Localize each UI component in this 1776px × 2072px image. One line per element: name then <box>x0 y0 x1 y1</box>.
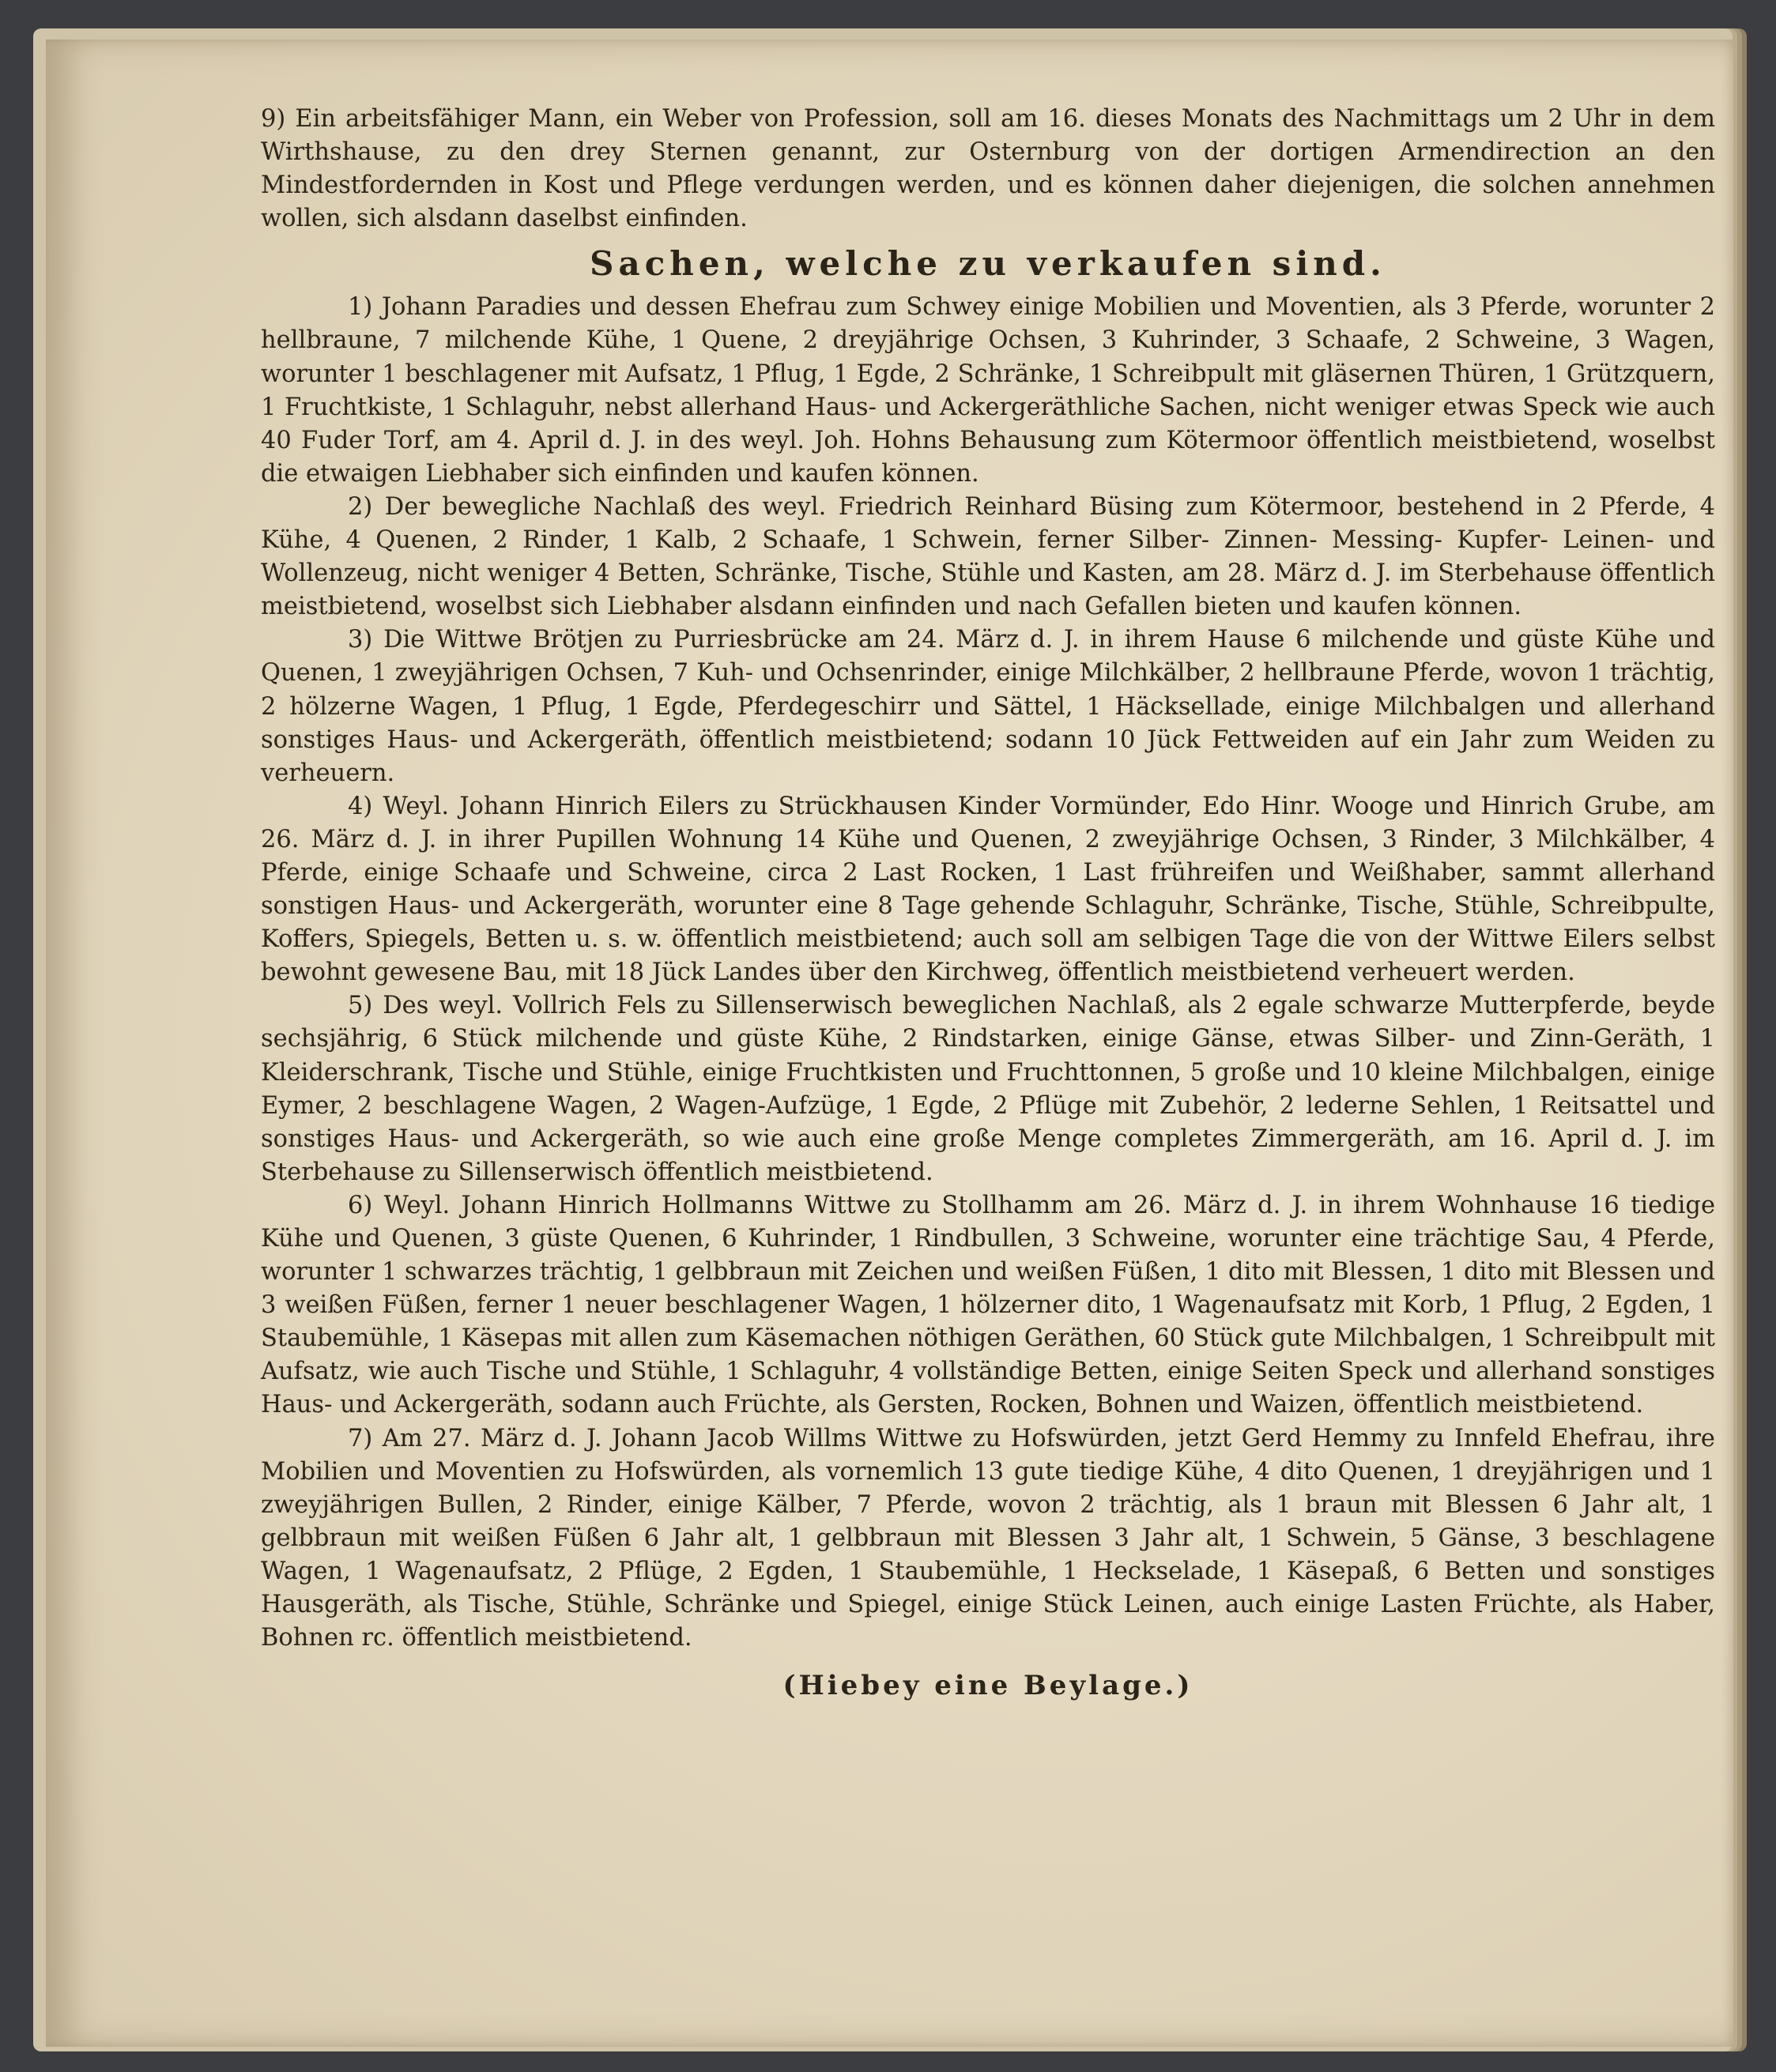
sale-item-4: 4) Weyl. Johann Hinrich Eilers zu Strückhausen Kinder Vormünder, Edo Hinr. Wooge und Hinrich Grube, am 26. März d. J. in ihrer Pupillen Wohnung 14 Kühe und Quenen, 2 zweyjährige Ochsen, 3 Rinder, 3 Milchkälber, 4 Pferde, einige Schaafe und Schweine, circa 2 Last Rocken, 1 Last frühreifen und Weißhaber, sammt allerhand sonstigen Haus- und Ackergeräth, worunter eine 8 Tage gehende Schlaguhr, Schränke, Tische, Stühle, Schreibpulte, Koffers, Spiegels, Betten u. s. w. öffentlich meistbietend; auch soll am selbigen Tage die von der Wittwe Eilers selbst bewohnt gewesene Bau, mit 18 Jück Landes über den Kirchweg, öffentlich meistbietend verheuert werden. <box>261 792 1715 987</box>
sale-item-5: 5) Des weyl. Vollrich Fels zu Sillenserwisch beweglichen Nachlaß, als 2 egale schwarze Mutterpferde, beyde sechsjährig, 6 Stück milchende und güste Kühe, 2 Rindstarken, einige Gänse, etwas Silber- und Zinn-Geräth, 1 Kleiderschrank, Tische und Stühle, einige Fruchtkisten und Fruchttonnen, 5 große und 10 kleine Milchbalgen, einige Eymer, 2 beschlagene Wagen, 2 Wagen-Aufzüge, 1 Egde, 2 Pflüge mit Zubehör, 2 lederne Sehlen, 1 Reitsattel und sonstiges Haus- und Ackergeräth, so wie auch eine große Menge completes Zimmergeräth, am 16. April d. J. im Sterbehause zu Sillenserwisch öffentlich meistbietend. <box>261 992 1715 1186</box>
notice-9: 9) Ein arbeitsfähiger Mann, ein Weber von Profession, soll am 16. dieses Monats des Nachmittags um 2 Uhr in dem Wirthshause, zu den drey Sternen genannt, zur Osternburg von der dortigen Armendirection an den Mindestfordernden in Kost und Pflege verdungen werden, und es können daher diejenigen, die solchen annehmen wollen, sich alsdann daselbst einfinden. <box>261 105 1715 233</box>
sale-item-7: 7) Am 27. März d. J. Johann Jacob Willms Wittwe zu Hofswürden, jetzt Gerd Hemmy zu Innfeld Ehefrau, ihre Mobilien und Moventien zu Hofswürden, als vornemlich 13 gute tiedige Kühe, 4 dito Quenen, 1 dreyjährigen und 1 zweyjährigen Bullen, 2 Rinder, einige Kälber, 7 Pferde, wovon 2 trächtig, als 1 braun mit Blessen 6 Jahr alt, 1 gelbbraun mit weißen Füßen 6 Jahr alt, 1 gelbbraun mit Blessen 3 Jahr alt, 1 Schwein, 5 Gänse, 3 beschlagene Wagen, 1 Wagenaufsatz, 2 Pflüge, 2 Egden, 1 Staubemühle, 1 Heckselade, 1 Käsepaß, 6 Betten und sonstiges Hausgeräth, als Tische, Stühle, Schränke und Spiegel, einige Stück Leinen, auch einige Lasten Früchte, als Haber, Bohnen rc. öffentlich meistbietend. <box>261 1424 1715 1652</box>
sale-item-3: 3) Die Wittwe Brötjen zu Purriesbrücke am 24. März d. J. in ihrem Hause 6 milchende und güste Kühe und Quenen, 1 zweyjährigen Ochsen, 7 Kuh- und Ochsenrinder, einige Milchkälber, 2 hellbraune Pferde, wovon 1 trächtig, 2 hölzerne Wagen, 1 Pflug, 1 Egde, Pferdegeschirr und Sättel, 1 Häcksellade, einige Milchbalgen und allerhand sonstiges Haus- und Ackergeräth, öffentlich meistbietend; sodann 10 Jück Fettweiden auf ein Jahr zum Weiden zu verheuern. <box>261 626 1715 787</box>
sale-item-6: 6) Weyl. Johann Hinrich Hollmanns Wittwe zu Stollhamm am 26. März d. J. in ihrem Wohnhause 16 tiedige Kühe und Quenen, 3 güste Quenen, 6 Kuhrinder, 1 Rindbullen, 3 Schweine, worunter eine trächtige Sau, 4 Pferde, worunter 1 schwarzes trächtig, 1 gelbbraun mit Zeichen und weißen Füßen, 1 dito mit Blessen, 1 dito mit Blessen und 3 weißen Füßen, ferner 1 neuer beschlagener Wagen, 1 hölzerner dito, 1 Wagenaufsatz mit Korb, 1 Pflug, 2 Egden, 1 Staubemühle, 1 Käsepas mit allen zum Käsemachen nöthigen Geräthen, 60 Stück gute Milchbalgen, 1 Schreibpult mit Aufsatz, wie auch Tische und Stühle, 1 Schlaguhr, 4 vollständige Betten, einige Seiten Speck und allerhand sonstiges Haus- und Ackergeräth, sodann auch Früchte, als Gersten, Rocken, Bohnen und Waizen, öffentlich meistbietend. <box>261 1191 1715 1419</box>
sale-item-2: 2) Der bewegliche Nachlaß des weyl. Friedrich Reinhard Büsing zum Kötermoor, bestehend in 2 Pferde, 4 Kühe, 4 Quenen, 2 Rinder, 1 Kalb, 2 Schaafe, 1 Schwein, ferner Silber- Zinnen- Messing- Kupfer- Leinen- und Wollenzeug, nicht weniger 4 Betten, Schränke, Tische, Stühle und Kasten, am 28. März d. J. im Sterbehause öffentlich meistbietend, woselbst sich Liebhaber alsdann einfinden und nach Gefallen bieten und kaufen können. <box>261 492 1715 621</box>
section-heading: Sachen, welche zu verkaufen sind. <box>590 244 1386 284</box>
supplement-note: (Hiebey eine Beylage.) <box>782 1670 1193 1702</box>
sale-item-1: 1) Johann Paradies und dessen Ehefrau zum Schwey einige Mobilien und Moventien, als 3 Pferde, worunter 2 hellbraune, 7 milchende Kühe, 1 Quene, 2 dreyjährige Ochsen, 3 Kuhrinder, 3 Schaafe, 2 Schweine, 3 Wagen, worunter 1 beschlagener mit Aufsatz, 1 Pflug, 1 Egde, 2 Schränke, 1 Schreibpult mit gläsernen Thüren, 1 Grützquern, 1 Fruchtkiste, 1 Schlaguhr, nebst allerhand Haus- und Ackergeräthliche Sachen, nicht weniger etwas Speck wie auch 40 Fuder Torf, am 4. April d. J. in des weyl. Joh. Hohns Behausung zum Kötermoor öffentlich meistbietend, woselbst die etwaigen Liebhaber sich einfinden und kaufen können. <box>261 293 1715 488</box>
page-text <box>261 103 1715 1702</box>
